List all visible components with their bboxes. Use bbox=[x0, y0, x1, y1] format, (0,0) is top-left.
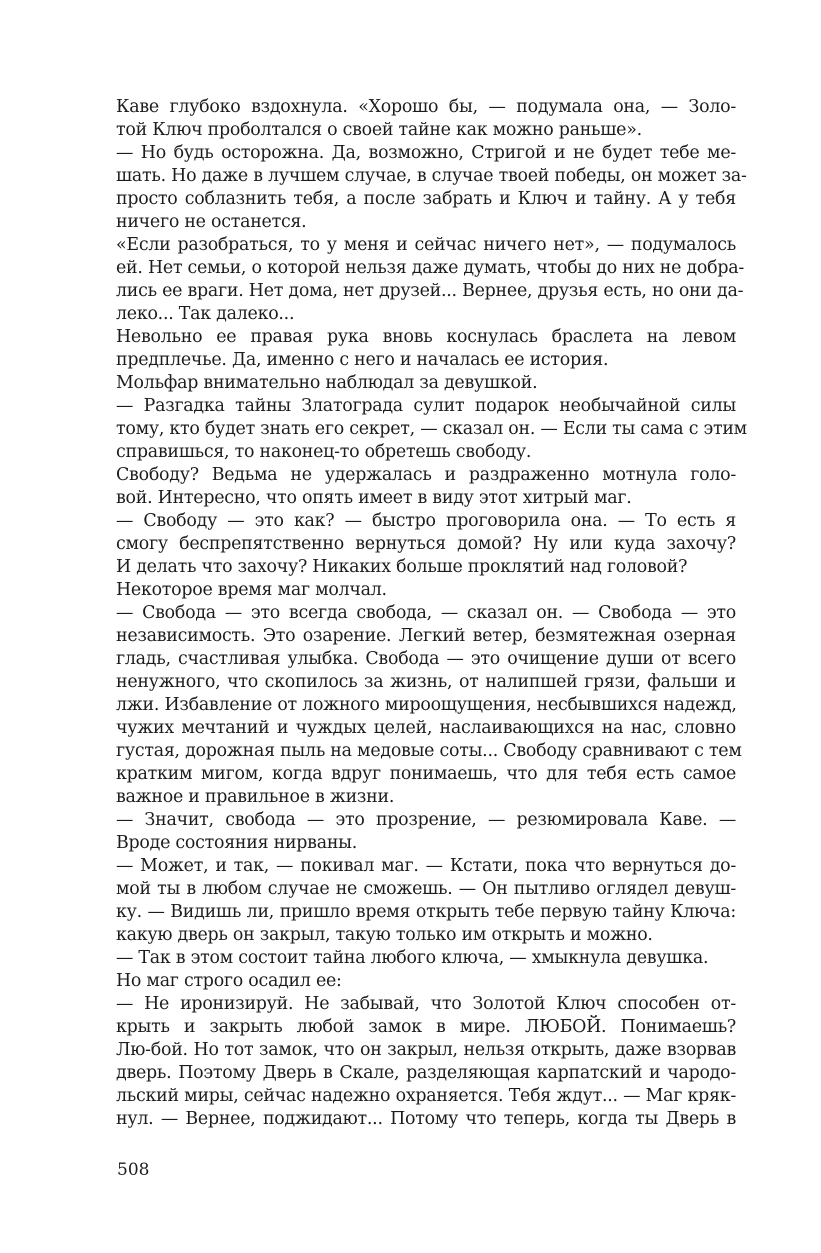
text-line: ненужного, что скопилось за жизнь, от налипшей грязи, фальши и bbox=[116, 672, 736, 692]
text-line: крыть и закрыть любой замок в мире. ЛЮБОЙ. Понимаешь? bbox=[116, 1017, 736, 1037]
text-line: той Ключ проболтался о своей тайне как можно раньше». bbox=[116, 120, 642, 140]
text-line: гладь, счастливая улыбка. Свобода — это очищение души от всего bbox=[116, 649, 736, 669]
text-line: чужих мечтаний и чуждых целей, наслаивающихся на нас, словно bbox=[116, 718, 736, 738]
text-line: справишься, то наконец-то обретешь свободу. bbox=[116, 442, 532, 462]
text-line: Лю-бой. Но тот замок, что он закрыл, нельзя открыть, даже взорвав bbox=[116, 1040, 736, 1060]
text-line: шать. Но даже в лучшем случае, в случае твоей победы, он может за- bbox=[116, 166, 747, 186]
text-line: дверь. Поэтому Дверь в Скале, разделяющая карпатский и чародо- bbox=[116, 1063, 736, 1083]
text-line: Свободу? Ведьма не удержалась и раздраженно мотнула голо- bbox=[116, 465, 736, 485]
text-line: льский миры, сейчас надежно охраняется. Тебя ждут... — Маг кряк- bbox=[116, 1086, 736, 1106]
text-line: — Может, и так, — покивал маг. — Кстати, пока что вернуться до- bbox=[116, 856, 736, 876]
text-line: тому, кто будет знать его секрет, — сказал он. — Если ты сама с этим bbox=[116, 419, 747, 439]
text-line: нул. — Вернее, поджидают... Потому что теперь, когда ты Дверь в bbox=[116, 1109, 736, 1129]
page-number: 508 bbox=[117, 1160, 150, 1180]
text-line: какую дверь он закрыл, такую только им открыть и можно. bbox=[116, 925, 653, 945]
text-line: лжи. Избавление от ложного мироощущения, несбывшихся надежд, bbox=[116, 695, 737, 715]
text-line: — Так в этом состоит тайна любого ключа, — хмыкнула девушка. bbox=[116, 948, 709, 968]
text-line: вой. Интересно, что опять имеет в виду этот хитрый маг. bbox=[116, 488, 632, 508]
text-line: — Но будь осторожна. Да, возможно, Стригой и не будет тебе ме- bbox=[116, 143, 736, 163]
text-line: — Свобода — это всегда свобода, — сказал он. — Свобода — это bbox=[116, 603, 736, 623]
text-line: — Свободу — это как? — быстро проговорила она. — То есть я bbox=[116, 511, 736, 531]
text-line: смогу беспрепятственно вернуться домой? Ну или куда захочу? bbox=[116, 534, 736, 554]
body-text bbox=[116, 96, 747, 1131]
text-line: мой ты в любом случае не сможешь. — Он пытливо оглядел девуш- bbox=[116, 879, 736, 899]
text-line: ку. — Видишь ли, пришло время открыть тебе первую тайну Ключа: bbox=[116, 902, 736, 922]
text-line: Вроде состояния нирваны. bbox=[116, 833, 358, 853]
text-line: — Не иронизируй. Не забывай, что Золотой Ключ способен от- bbox=[116, 994, 736, 1014]
text-line: И делать что захочу? Никаких больше проклятий над головой? bbox=[116, 557, 688, 577]
text-line: леко... Так далеко... bbox=[116, 304, 295, 324]
text-line: Каве глубоко вздохнула. «Хорошо бы, — подумала она, — Золо- bbox=[116, 97, 736, 117]
text-line: важное и правильное в жизни. bbox=[116, 787, 395, 807]
text-line: Невольно ее правая рука вновь коснулась браслета на левом bbox=[116, 327, 736, 347]
text-line: ей. Нет семьи, о которой нельзя даже думать, чтобы до них не добра- bbox=[116, 258, 744, 278]
text-line: Но маг строго осадил ее: bbox=[116, 971, 342, 991]
text-line: Мольфар внимательно наблюдал за девушкой. bbox=[116, 373, 538, 393]
text-line: кратким мигом, когда вдруг понимаешь, что для тебя есть самое bbox=[116, 764, 736, 784]
text-line: предплечье. Да, именно с него и началась ее история. bbox=[116, 350, 609, 370]
text-line: густая, дорожная пыль на медовые соты... Свободу сравнивают с тем bbox=[116, 741, 742, 761]
text-line: лись ее враги. Нет дома, нет друзей... Вернее, друзья есть, но они да- bbox=[116, 281, 744, 301]
text-line: Некоторое время маг молчал. bbox=[116, 580, 387, 600]
text-line: — Значит, свобода — это прозрение, — резюмировала Каве. — bbox=[116, 810, 736, 830]
text-line: — Разгадка тайны Златограда сулит подарок необычайной силы bbox=[116, 396, 736, 416]
text-line: «Если разобраться, то у меня и сейчас ничего нет», — подумалось bbox=[116, 235, 736, 255]
text-line: независимость. Это озарение. Легкий ветер, безмятежная озерная bbox=[116, 626, 736, 646]
text-line: ничего не останется. bbox=[116, 212, 307, 232]
text-line: просто соблазнить тебя, а после забрать и Ключ и тайну. А у тебя bbox=[116, 189, 736, 209]
